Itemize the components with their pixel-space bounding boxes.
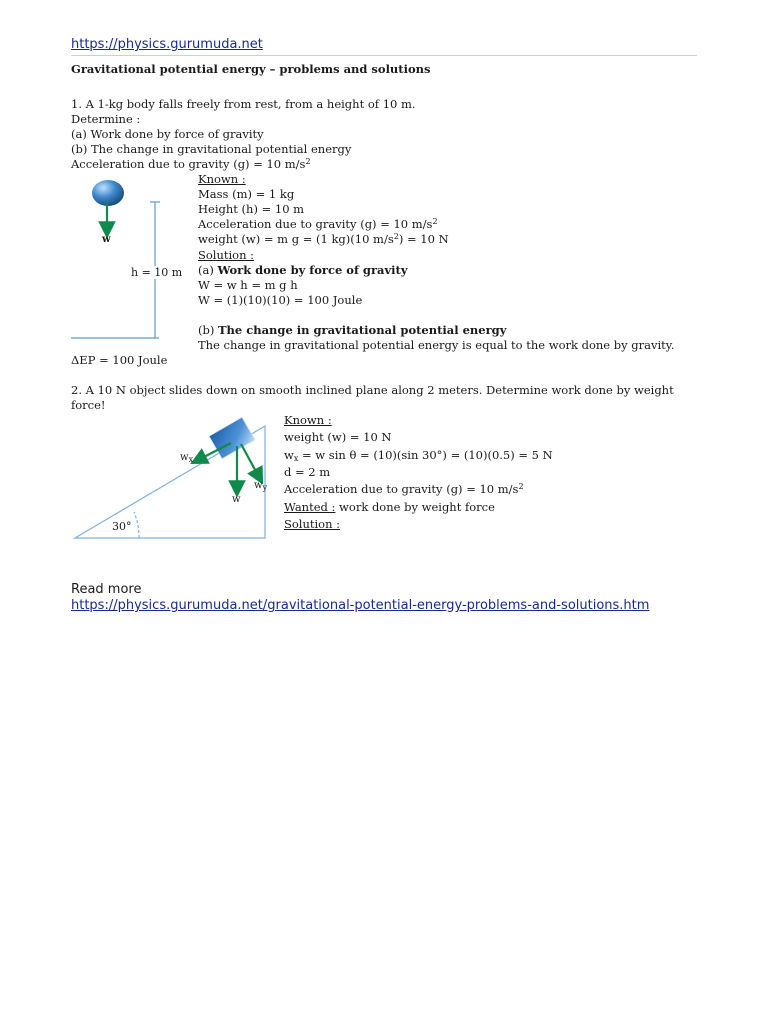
problem2-wx: $w_x = w$ sin θ = (10)(sin 30°) = (10)(0.5) = 5 N (284, 448, 553, 463)
wy-arrow (241, 444, 259, 477)
sliding-block (209, 417, 255, 459)
read-more-link[interactable]: https://physics.gurumuda.net/gravitational-potential-energy-problems-and-solutions.htm (71, 598, 650, 613)
problem1-known-accel: Acceleration due to gravity (g) = 10 $m/s^2$ (198, 217, 438, 231)
falling-body-figure (71, 172, 196, 344)
inclined-plane-figure (71, 414, 276, 544)
problem2-weight: weight (w) = 10 N (284, 430, 392, 444)
height-label: h = 10 m (131, 266, 183, 279)
problem2-question-line1: 2. A 10 N object slides down on smooth inclined plane along 2 meters. Determine work done by weight (71, 383, 674, 397)
ball-weight-label: w (102, 234, 111, 245)
problem2-accel: Acceleration due to gravity (g) = 10 $m/s^2$ (284, 482, 524, 496)
problem1-a-heading: (a) Work done by force of gravity (198, 263, 408, 277)
w-label: w (232, 494, 241, 505)
wy-label: $w_y$ (254, 480, 268, 492)
problem1-b-result: ΔEP = 100 Joule (71, 353, 168, 367)
angle-arc (134, 512, 139, 538)
problem1-accel: Acceleration due to gravity (g) = 10 $m/s^2$ (71, 157, 311, 171)
problem2-solution-label: Solution : (284, 517, 341, 531)
read-more-label: Read more (71, 582, 142, 597)
page-title: Gravitational potential energy – problems and solutions (71, 62, 431, 76)
problem1-solution-label: Solution : (198, 248, 255, 262)
problem1-question: 1. A 1-kg body falls freely from rest, from a height of 10 m. (71, 97, 416, 111)
problem2-question-line2: force! (71, 398, 106, 412)
problem1-mass: Mass (m) = 1 kg (198, 187, 295, 201)
header-url-link[interactable]: https://physics.gurumuda.net (71, 37, 263, 52)
header-rule (71, 55, 697, 56)
problem2-wanted: Wanted : work done by weight force (284, 500, 495, 514)
problem2-known-label: Known : (284, 413, 332, 427)
problem1-a-line2: W = (1)(10)(10) = 100 Joule (198, 293, 363, 307)
problem2-distance: d = 2 m (284, 465, 331, 479)
angle-label: 30° (112, 520, 132, 533)
problem1-b-heading: (b) The change in gravitational potential energy (198, 323, 507, 337)
problem1-determine: Determine : (71, 112, 141, 126)
problem1-known-label: Known : (198, 172, 246, 186)
problem1-part-a: (a) Work done by force of gravity (71, 127, 264, 141)
wx-label: $w_x$ (180, 452, 194, 464)
problem1-part-b: (b) The change in gravitational potential energy (71, 142, 352, 156)
problem1-a-line1: W = w h = m g h (198, 278, 298, 292)
problem1-weight: weight (w) = m g = (1 kg)(10 $m/s^2) = 10$ N (198, 232, 449, 246)
problem1-height: Height (h) = 10 m (198, 202, 305, 216)
problem1-b-line1: The change in gravitational potential energy is equal to the work done by gravity. (198, 338, 675, 352)
